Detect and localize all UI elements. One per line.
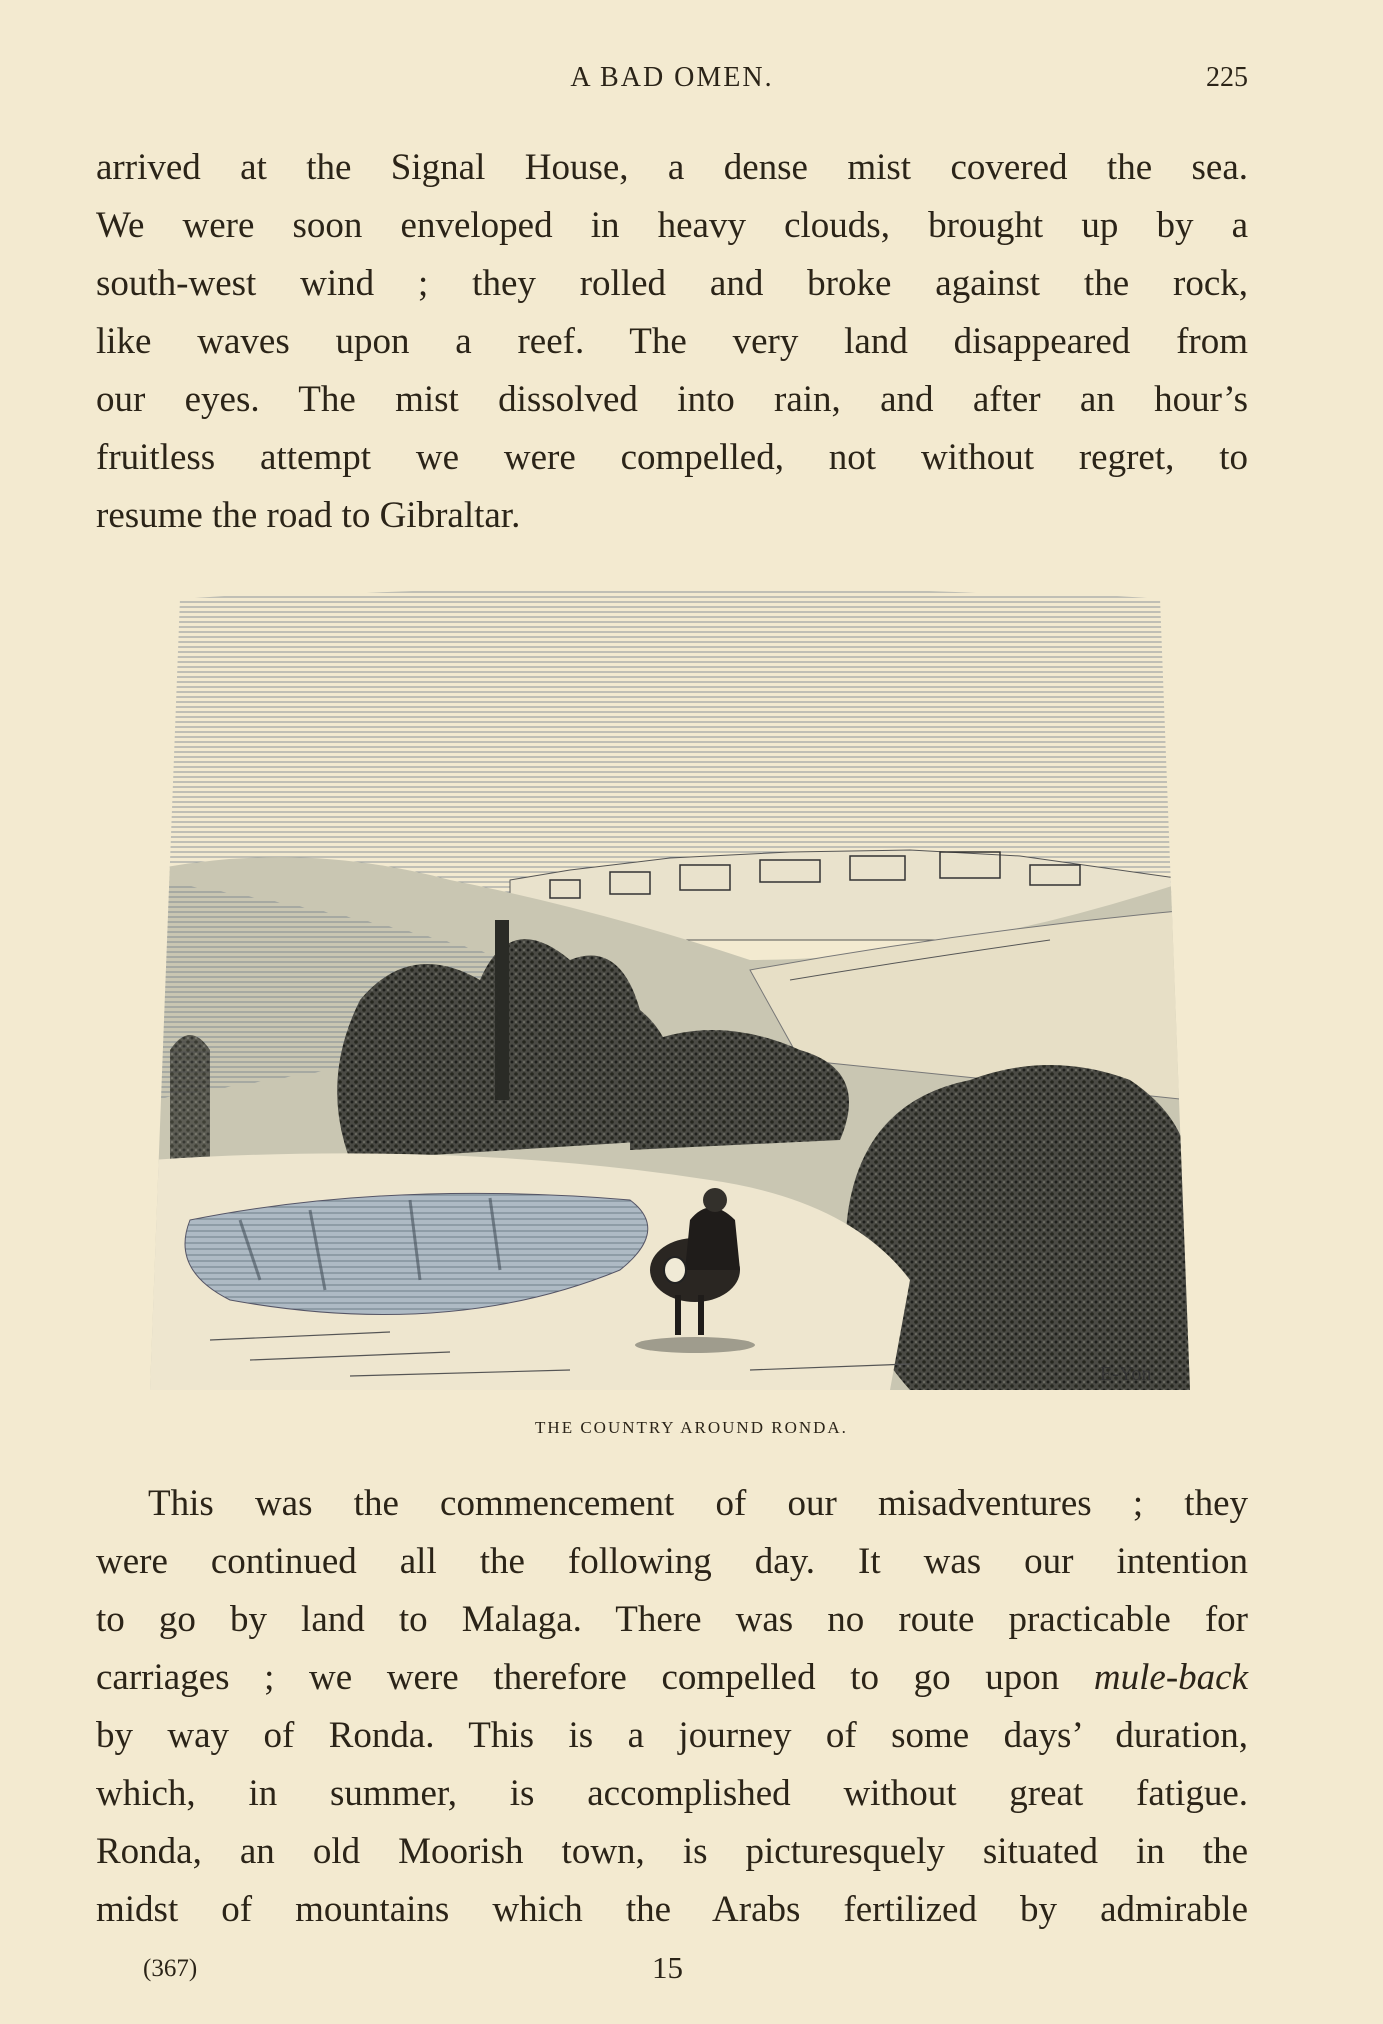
text-line: fruitless attempt we were compelled, not without regret, to xyxy=(96,437,1248,478)
text-line-with-italic xyxy=(96,1649,1248,1707)
paragraph-2 xyxy=(96,1475,1248,1939)
text-line: to go by land to Malaga. There was no route practicable for xyxy=(96,1599,1248,1640)
text-line: which, in summer, is accomplished without great fatigue. xyxy=(96,1773,1248,1814)
signature-mark: (367) xyxy=(143,1955,198,1982)
illustration-caption: THE COUNTRY AROUND RONDA. xyxy=(535,1418,848,1437)
text-line: Ronda, an old Moorish town, is picturesquely situated in the xyxy=(96,1831,1248,1872)
italic-term: mule-back xyxy=(1093,1657,1249,1698)
text-line: by way of Ronda. This is a journey of some days’ duration, xyxy=(96,1715,1248,1756)
text-line: our eyes. The mist dissolved into rain, and after an hour’s xyxy=(96,379,1248,420)
text-fragment: carriages ; we were therefore compelled to go upon xyxy=(96,1657,1060,1698)
text-line: were continued all the following day. It was our intention xyxy=(96,1541,1248,1582)
text-line: south-west wind ; they rolled and broke against the rock, xyxy=(96,263,1248,304)
engraver-signature: E-Yon xyxy=(1100,1363,1152,1385)
text-line: arrived at the Signal House, a dense mist covered the sea. xyxy=(96,147,1248,188)
landscape-engraving xyxy=(150,580,1190,1390)
text-line: We were soon enveloped in heavy clouds, brought up by a xyxy=(96,205,1248,246)
page-number: 225 xyxy=(1206,62,1248,93)
text-line: like waves upon a reef. The very land disappeared from xyxy=(96,321,1248,362)
engraving-illustration xyxy=(150,580,1190,1390)
running-title: A BAD OMEN. xyxy=(570,62,774,93)
paragraph-1 xyxy=(96,139,1248,545)
text-line: This was the commencement of our misadventures ; they xyxy=(148,1483,1248,1524)
gathering-number: 15 xyxy=(652,1950,683,1985)
text-line: midst of mountains which the Arabs fertilized by admirable xyxy=(96,1889,1248,1930)
page-header xyxy=(96,62,1248,102)
text-line: resume the road to Gibraltar. xyxy=(96,495,521,536)
